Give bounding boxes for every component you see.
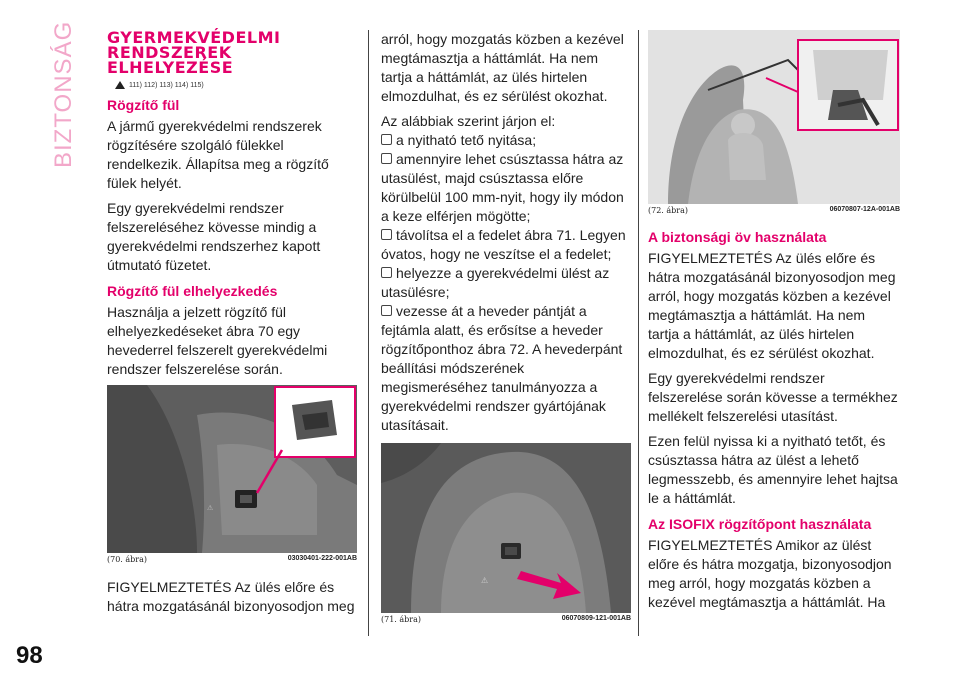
heading-biztonsagi-ov: A biztonsági öv használata: [648, 229, 827, 245]
list-item: távolítsa el a fedelet ábra 71. Legyen óvatos, hogy ne veszítse el a fedelet;: [381, 227, 626, 262]
checkbox-bullet-icon: [381, 134, 392, 145]
checkbox-bullet-icon: [381, 267, 392, 278]
figure-label: (72. ábra): [648, 206, 688, 215]
column-divider: [638, 30, 639, 636]
list-item: vezesse át a heveder pántját a fejtámla alatt, és erősítse a heveder rögzítőponthoz ábra 72. A hevederpánt beállítási módszerének megismeréséhez tanulmányozza a gyerekvédelmi rendszer gyártójának utasításait.: [381, 303, 623, 433]
paragraph: FIGYELMEZTETÉS Amikor az ülést előre és hátra mozgatja, bizonyosodjon meg arról, hogy mozgatás közben a kezével megtámasztja a háttámlát. Ha: [648, 537, 892, 610]
figure-71-caption: [381, 615, 631, 624]
figure-70: [107, 385, 357, 553]
column-3: [648, 30, 900, 618]
paragraph: Használja a jelzett rögzítő fül elhelyezkedéseket ábra 70 egy hevederrel felszerelt gyerekvédelmi rendszer felszerelése során.: [107, 304, 328, 377]
refs-text: 111) 112) 113) 114) 115): [129, 81, 204, 89]
figure-71: [381, 443, 631, 613]
paragraph: A jármű gyerekvédelmi rendszerek rögzítésére szolgáló fülekkel rendelkezik. Állapítsa meg a rögzítő fülek helyét.: [107, 118, 329, 191]
section-title: GYERMEKVÉDELMI RENDSZEREK ELHELYEZÉSE: [107, 28, 281, 77]
figure-code: 06070809-121-001AB: [561, 615, 631, 622]
list-item: helyezze a gyerekvédelmi ülést az utasülésre;: [381, 265, 610, 300]
paragraph: Egy gyerekvédelmi rendszer felszereléséhez kövesse mindig a gyerekvédelmi rendszerhez kapott útmutató füzetet.: [107, 200, 321, 273]
heading-isofix: Az ISOFIX rögzítőpont használata: [648, 516, 872, 532]
paragraph: arról, hogy mozgatás közben a kezével megtámasztja a háttámlát. Ha nem tartja a háttámlát, az ülés hirtelen elmozdulhat, és ez sérülést okozhat.: [381, 31, 624, 104]
checkbox-bullet-icon: [381, 153, 392, 164]
figure-70-caption: [107, 555, 357, 564]
figure-71-illustration: [381, 443, 631, 613]
figure-code: 06070807-12A-001AB: [829, 206, 900, 213]
list-item: a nyitható tető nyitása;: [381, 131, 631, 150]
page-number: 98: [16, 642, 43, 669]
figure-72-caption: [648, 206, 900, 215]
paragraph: FIGYELMEZTETÉS Az ülés előre és hátra mozgatásánál bizonyosodjon meg: [107, 579, 355, 614]
paragraph: Ezen felül nyissa ki a nyitható tetőt, és csúsztassa hátra az ülést a lehető legmesszebb, és amennyire lehet hajtsa le a háttámlát.: [648, 433, 898, 506]
column-divider: [368, 30, 369, 636]
figure-72-illustration: [648, 30, 900, 204]
paragraph: Egy gyerekvédelmi rendszer felszerelése során kövesse a termékhez mellékelt felszerelési utasítást.: [648, 370, 898, 424]
heading-elhelyezkedes: Rögzítő fül elhelyezkedés: [107, 283, 278, 299]
warning-triangle-icon: [115, 81, 125, 89]
section-tab: BIZTONSÁG: [50, 20, 77, 168]
heading-rogzito-ful: Rögzítő fül: [107, 97, 180, 113]
figure-72: [648, 30, 900, 204]
column-2: [381, 30, 631, 638]
figure-label: (70. ábra): [107, 555, 147, 564]
column-1: [107, 30, 357, 622]
checkbox-bullet-icon: [381, 229, 392, 240]
paragraph: Az alábbiak szerint járjon el:: [381, 113, 556, 129]
svg-text:⚠: ⚠: [207, 504, 214, 512]
figure-label: (71. ábra): [381, 615, 421, 624]
figure-70-illustration: [107, 385, 357, 553]
checkbox-bullet-icon: [381, 305, 392, 316]
list-item: amennyire lehet csúsztassa hátra az utasülést, majd csúsztassa előre körülbelül 100 mm-nyit, hogy ily módon a keze elférjen mögötte;: [381, 151, 624, 224]
figure-code: 03030401-222-001AB: [287, 555, 357, 562]
warning-refs: [115, 81, 357, 89]
svg-text:⚠: ⚠: [481, 576, 489, 585]
paragraph: FIGYELMEZTETÉS Az ülés előre és hátra mozgatásánál bizonyosodjon meg arról, hogy mozgatás közben a kezével megtámasztja a háttámlát. Ha nem tartja a háttámlát, az ülés hirtelen elmozdulhat, és ez sérülést okozhat.: [648, 250, 896, 361]
